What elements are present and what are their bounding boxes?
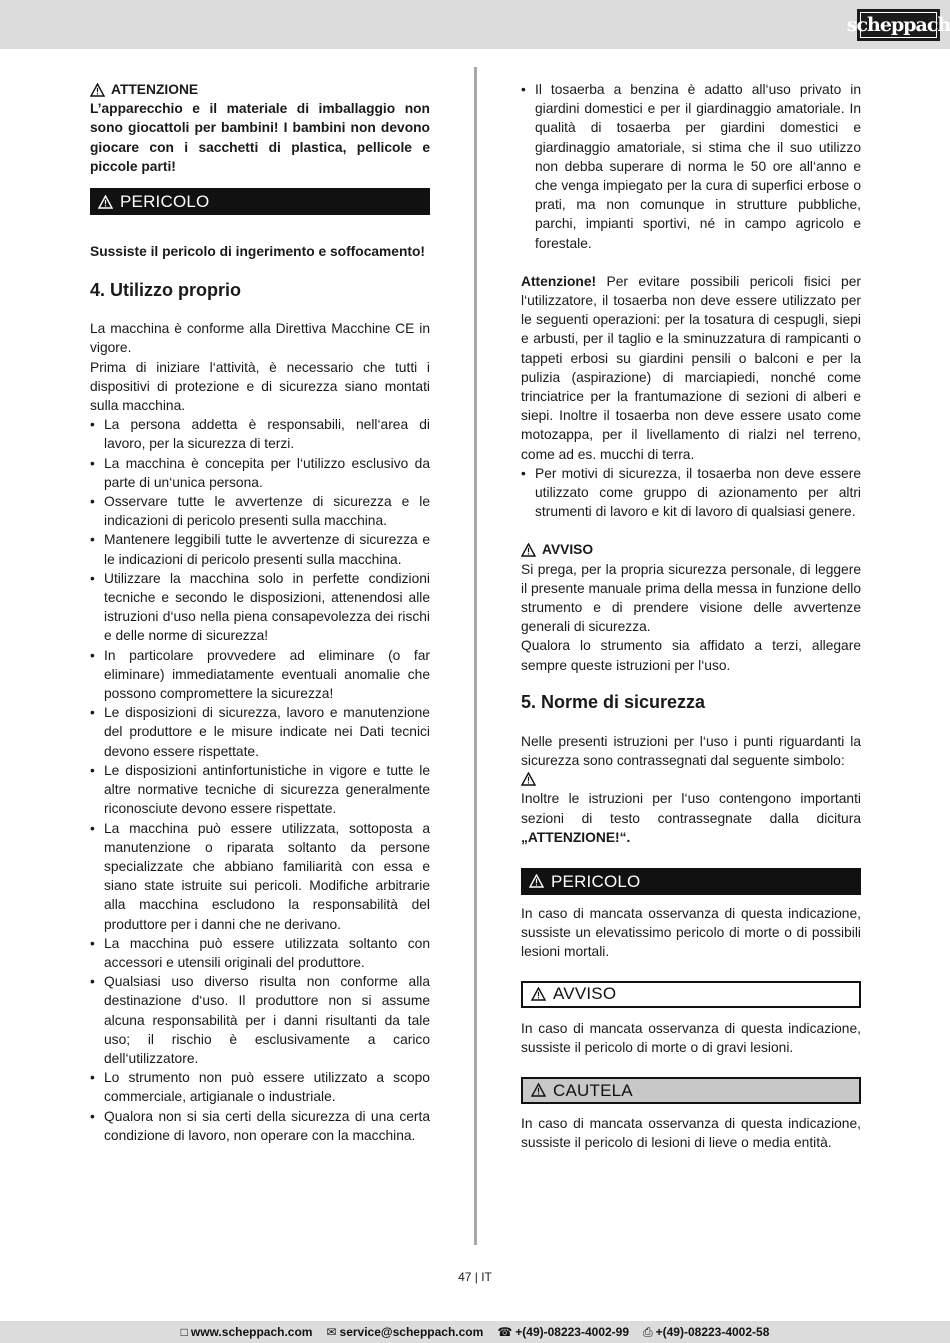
attenzione-text: Per evitare possibili pericoli fisici per l‘utilizzatore, il tosaerba non deve essere utilizzato per le seguenti operazioni: per la tosatura di cespugli, siepi e arbusti, per il taglio e la sminuzzatura di rampicanti o tappeti erbosi su giardini pensili o balconi e per la pulizia (aspirazione) di marciapiedi, nonché come trinciatrice per la frantumazione di sezioni di alberi e siepi. Inoltre il tosaerba non deve essere usato come motozappa, per il livellamento di rialzi nel terreno, come ad es. mucchi di terra. [521, 273, 861, 462]
column-divider [474, 67, 477, 1245]
attenzione-paragraph [521, 272, 861, 464]
warning-triangle-icon [521, 543, 536, 557]
danger-text: Sussiste il pericolo di ingerimento e soffocamento! [90, 244, 426, 260]
list-item: • Utilizzare la macchina solo in perfette condizioni tecniche e secondo le disposizioni, attenendosi alle istruzioni d‘uso nella piena consapevolezza dei rischi e delle norme di sicurezza! [90, 569, 430, 646]
envelope-icon: ✉ [326, 1325, 337, 1339]
avviso-text-1: Si prega, per la propria sicurezza personale, di leggere il presente manuale prima della messa in funzione dello strumento e di prendere visione delle avvertenze generali di sicurezza. [521, 561, 861, 635]
header-bar [0, 0, 950, 49]
cautela-bar [521, 1077, 861, 1104]
list-item: • Le disposizioni antinfortunistiche in vigore e tutte le altre normative tecniche di sicurezza generalmente riconosciute devono essere rispettate. [90, 761, 430, 819]
warning-triangle-icon [531, 1083, 546, 1097]
avviso-bar [521, 981, 861, 1008]
section-4-title: 4. Utilizzo proprio [90, 280, 241, 301]
list-item: • Osservare tutte le avvertenze di sicurezza e le indicazioni di pericolo presenti sulla macchina. [90, 492, 430, 530]
list-item: • Mantenere leggibili tutte le avvertenze di sicurezza e le indicazioni di pericolo presenti sulla macchina. [90, 530, 430, 568]
section-5-title: 5. Norme di sicurezza [521, 691, 706, 712]
footer-web-text: www.scheppach.com [190, 1325, 313, 1339]
footer-phone[interactable] [497, 1325, 629, 1339]
footer-web[interactable] [181, 1325, 313, 1339]
left-column [90, 80, 430, 1145]
list-item: • La persona addetta è responsabili, nell‘area di lavoro, per la sicurezza di terzi. [90, 415, 430, 453]
private-use-list [521, 80, 861, 253]
phone-icon: ☎ [497, 1325, 513, 1339]
attention-label: ATTENZIONE [111, 82, 199, 97]
section-5-text-2a: Inoltre le istruzioni per l‘uso contengono importanti sezioni di testo contrassegnate dalla dicitura [521, 791, 861, 826]
warning-triangle-icon [521, 772, 536, 786]
list-item: • La macchina può essere utilizzata, sottoposta a manutenzione o riparata soltanto da persone specializzate che abbiano familiarità con essa e siano state istruite sui pericoli. Modifiche arbitrarie alla macchina escludono la responsabilità del produttore per i danni che ne derivano. [90, 819, 430, 934]
list-item: • Le disposizioni di sicurezza, lavoro e manutenzione del produttore e le misure indicate nei Dati tecnici devono essere rispettate. [90, 703, 430, 761]
list-item: • La macchina può essere utilizzata soltanto con accessori e utensili originali del produttore. [90, 934, 430, 972]
avviso-heading [521, 540, 861, 559]
footer-fax-text: +(49)-08223-4002-58 [655, 1324, 770, 1339]
attention-heading [90, 80, 430, 99]
section-5-text-2 [521, 789, 861, 847]
footer-email-text: service@scheppach.com [339, 1325, 484, 1339]
footer-bar [0, 1321, 950, 1343]
avviso-bar-text: In caso di mancata osservanza di questa indicazione, sussiste il pericolo di morte o di gravi lesioni. [521, 1020, 861, 1055]
section-5-text-1: Nelle presenti istruzioni per l‘uso i punti riguardanti la sicurezza sono contrassegnati dal seguente simbolo: [521, 733, 861, 769]
section-5-text-2b: „ATTENZIONE!“. [521, 829, 631, 845]
avviso-bar-label: AVVISO [553, 984, 617, 1004]
footer-phone-text: +(49)-08223-4002-99 [515, 1325, 630, 1339]
warning-triangle-icon [98, 195, 113, 209]
right-column [521, 80, 861, 1152]
cautela-text: In caso di mancata osservanza di questa indicazione, sussiste il pericolo di lesioni di lieve o media entità. [521, 1115, 861, 1151]
pericolo-bar-label: PERICOLO [551, 871, 641, 891]
symbol-line [521, 770, 861, 789]
list-item: • In particolare provvedere ad eliminare (o far eliminare) immediatamente eventuali anomalie che possono compromettere la sicurezza! [90, 646, 430, 704]
warning-triangle-icon [529, 874, 544, 888]
avviso-label: AVVISO [542, 542, 594, 558]
list-item: • Il tosaerba a benzina è adatto all‘uso privato in giardini domestici e per il giardinaggio amatoriale. In qualità di tosaerba per giardini domestici e giardinaggio amatoriale, si stima che il suo utilizzo non debba superare di norma le 50 ore all‘anno e che venga impiegato per la cura di superfici erbose o prati, ma non comunque in strutture pubbliche, parchi, impianti sportivi, né in campo agricolo e forestale. [521, 80, 861, 253]
attenzione-label: Attenzione! [521, 273, 597, 289]
list-item: • Qualsiasi uso diverso risulta non conforme alla destinazione d‘uso. Il produttore non si assume alcuna responsabilità per i danni risultanti da tale uso; il rischio è esclusivamente a carico dell‘utilizzatore. [90, 972, 430, 1068]
page-number: 47 | IT [458, 1270, 492, 1284]
safety-motive-list [521, 464, 861, 522]
danger-bar [90, 188, 430, 215]
usage-bullet-list [90, 415, 430, 1145]
cautela-bar-label: CAUTELA [553, 1080, 633, 1100]
list-item: • Lo strumento non può essere utilizzato a scopo commerciale, artigianale o industriale. [90, 1068, 430, 1106]
intro-text: La macchina è conforme alla Direttiva Macchine CE in vigore. [90, 321, 430, 356]
warning-triangle-icon [531, 987, 546, 1001]
list-item: • La macchina è concepita per l‘utilizzo esclusivo da parte di un‘unica persona. [90, 454, 430, 492]
footer-email[interactable] [326, 1325, 483, 1339]
warning-triangle-icon [90, 83, 105, 97]
attention-text: L’apparecchio e il materiale di imballaggio non sono giocattoli per bambini! I bambini non devono giocare con i sacchetti di plastica, pellicole e piccole parti! [90, 101, 430, 174]
pericolo-text: In caso di mancata osservanza di questa indicazione, sussiste un elevatissimo pericolo di morte o di possibili lesioni mortali. [521, 905, 861, 960]
fax-icon: ⎙ [643, 1324, 653, 1339]
danger-bar-label: PERICOLO [120, 191, 210, 211]
scheppach-logo: scheppach [857, 9, 940, 41]
footer-fax [643, 1325, 769, 1340]
intro-text-2: Prima di iniziare l‘attività, è necessario che tutti i dispositivi di protezione e di sicurezza siano montati sulla macchina. [90, 359, 430, 414]
pericolo-bar [521, 868, 861, 895]
list-item: • Qualora non si sia certi della sicurezza di una certa condizione di lavoro, non operare con la macchina. [90, 1107, 430, 1145]
computer-icon: □ [180, 1325, 188, 1339]
avviso-text-2: Qualora lo strumento sia affidato a terzi, allegare sempre queste istruzioni per l‘uso. [521, 638, 861, 673]
list-item: • Per motivi di sicurezza, il tosaerba non deve essere utilizzato come gruppo di azionamento per altri strumenti di lavoro e kit di lavoro di qualsiasi genere. [521, 464, 861, 522]
